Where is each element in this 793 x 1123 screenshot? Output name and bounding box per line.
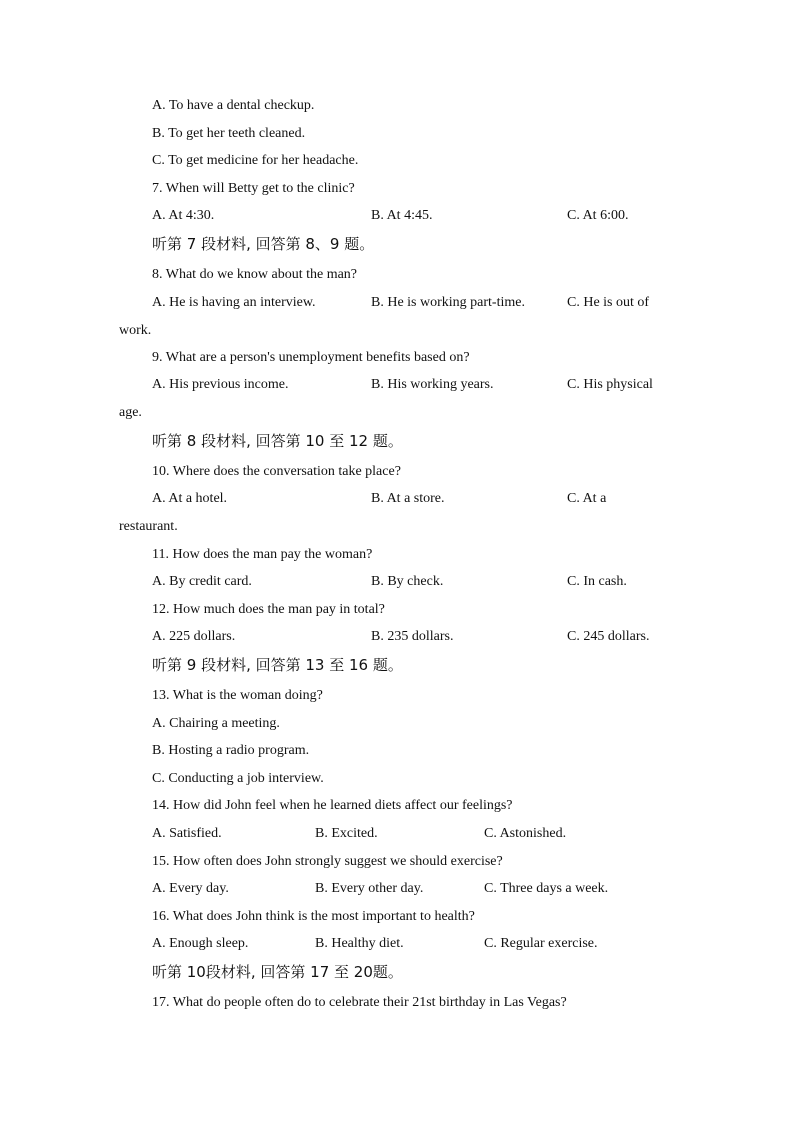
option-14a: A. Satisfied. <box>152 826 222 841</box>
question-12: 12. How much does the man pay in total? <box>152 602 385 617</box>
option-13c: C. Conducting a job interview. <box>152 771 324 786</box>
option-8c: C. He is out of <box>567 295 650 310</box>
option-12b: B. 235 dollars. <box>371 629 454 644</box>
option-6c: C. To get medicine for her headache. <box>152 153 359 168</box>
option-12a: A. 225 dollars. <box>152 629 236 644</box>
option-9b: B. His working years. <box>371 377 494 392</box>
option-10c: C. At a <box>567 491 607 506</box>
option-14c: C. Astonished. <box>484 826 567 841</box>
question-17: 17. What do people often do to celebrate their 21st birthday in Las Vegas? <box>152 995 567 1010</box>
section-header-7: 听第 7 段材料, 回答第 8、9 题。 <box>152 235 375 253</box>
question-7: 7. When will Betty get to the clinic? <box>152 181 355 196</box>
section-header-10: 听第 10段材料, 回答第 17 至 20题。 <box>152 963 403 981</box>
option-10c-continued: restaurant. <box>119 519 178 534</box>
section-header-9: 听第 9 段材料, 回答第 13 至 16 题。 <box>152 656 403 674</box>
option-8a: A. He is having an interview. <box>152 295 316 310</box>
option-16c: C. Regular exercise. <box>484 936 598 951</box>
question-13: 13. What is the woman doing? <box>152 688 323 703</box>
option-15b: B. Every other day. <box>315 881 424 896</box>
option-8c-continued: work. <box>119 323 152 338</box>
question-9: 9. What are a person's unemployment benefits based on? <box>152 350 470 365</box>
option-9c-continued: age. <box>119 405 142 420</box>
question-11: 11. How does the man pay the woman? <box>152 547 373 562</box>
option-10b: B. At a store. <box>371 491 445 506</box>
question-10: 10. Where does the conversation take place? <box>152 464 401 479</box>
option-13a: A. Chairing a meeting. <box>152 716 280 731</box>
option-15c: C. Three days a week. <box>484 881 609 896</box>
option-11c: C. In cash. <box>567 574 627 589</box>
option-9a: A. His previous income. <box>152 377 289 392</box>
option-6b: B. To get her teeth cleaned. <box>152 126 306 141</box>
option-15a: A. Every day. <box>152 881 229 896</box>
option-11a: A. By credit card. <box>152 574 252 589</box>
option-16b: B. Healthy diet. <box>315 936 404 951</box>
option-7c: C. At 6:00. <box>567 208 629 223</box>
option-16a: A. Enough sleep. <box>152 936 249 951</box>
option-7b: B. At 4:45. <box>371 208 433 223</box>
option-14b: B. Excited. <box>315 826 378 841</box>
option-6a: A. To have a dental checkup. <box>152 98 315 113</box>
option-12c: C. 245 dollars. <box>567 629 650 644</box>
option-13b: B. Hosting a radio program. <box>152 743 310 758</box>
option-9c: C. His physical <box>567 377 653 392</box>
question-16: 16. What does John think is the most important to health? <box>152 909 475 924</box>
section-header-8: 听第 8 段材料, 回答第 10 至 12 题。 <box>152 432 403 450</box>
question-14: 14. How did John feel when he learned diets affect our feelings? <box>152 798 513 813</box>
option-10a: A. At a hotel. <box>152 491 228 506</box>
question-8: 8. What do we know about the man? <box>152 267 358 282</box>
question-15: 15. How often does John strongly suggest we should exercise? <box>152 854 503 869</box>
option-8b: B. He is working part-time. <box>371 295 525 310</box>
option-7a: A. At 4:30. <box>152 208 215 223</box>
option-11b: B. By check. <box>371 574 444 589</box>
